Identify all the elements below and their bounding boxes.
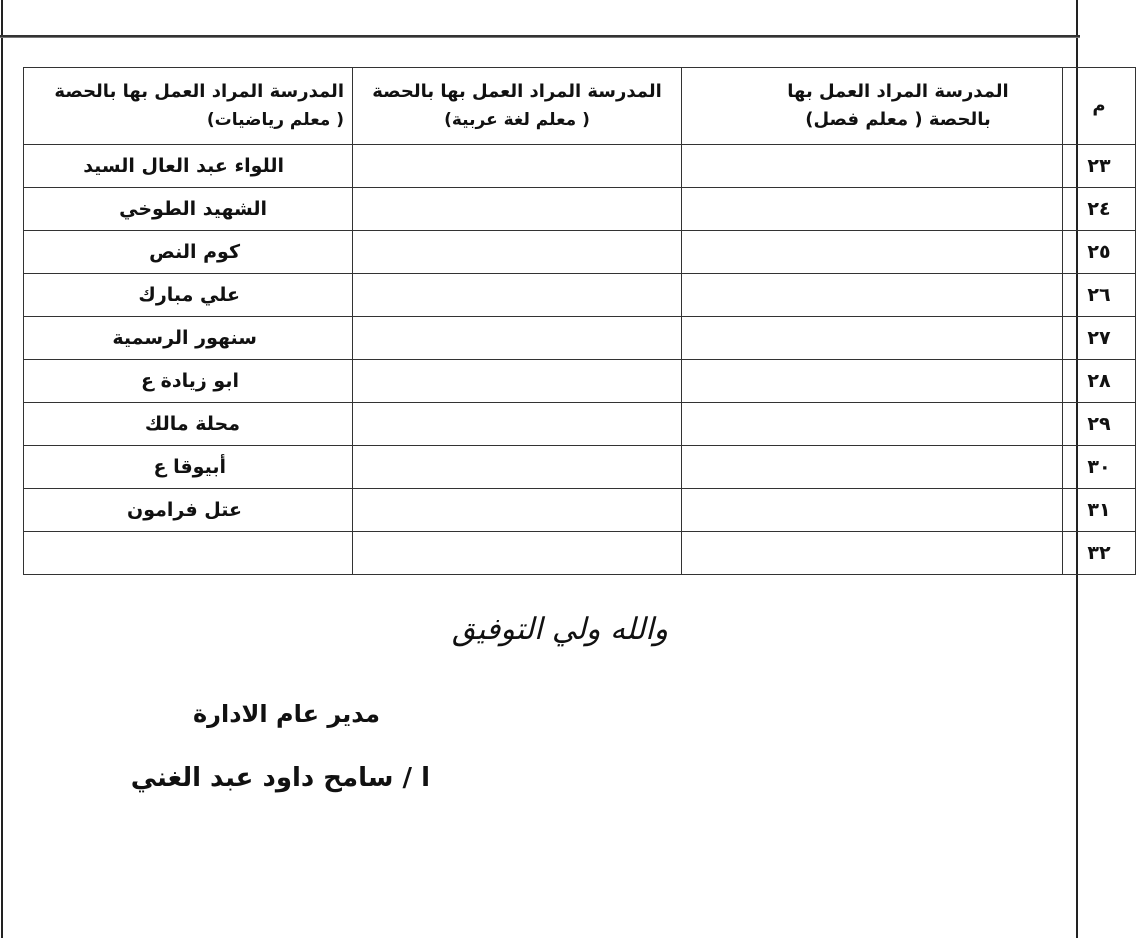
table-row — [24, 446, 1136, 489]
header-arabic-teacher-line2: ( معلم لغة عربية) — [444, 110, 590, 130]
closing-phrase: والله ولي التوفيق — [451, 612, 669, 647]
row-number: ٢٥ — [1063, 231, 1136, 274]
row-number: ٣٢ — [1063, 532, 1136, 575]
class-teacher-cell — [682, 403, 1063, 446]
math-teacher-cell: كوم النص — [24, 231, 353, 274]
math-teacher-cell: ابو زيادة ع — [24, 360, 353, 403]
header-class-teacher — [682, 68, 1063, 145]
header-arabic-teacher — [353, 68, 682, 145]
class-teacher-cell — [682, 532, 1063, 575]
row-number: ٢٦ — [1063, 274, 1136, 317]
arabic-teacher-cell — [353, 274, 682, 317]
table-row — [24, 188, 1136, 231]
class-teacher-cell — [682, 360, 1063, 403]
table-header-row — [24, 68, 1136, 145]
schools-table — [23, 67, 1136, 575]
arabic-teacher-cell — [353, 360, 682, 403]
class-teacher-cell — [682, 489, 1063, 532]
table-row — [24, 360, 1136, 403]
table-row — [24, 145, 1136, 188]
class-teacher-cell — [682, 188, 1063, 231]
class-teacher-cell — [682, 145, 1063, 188]
math-teacher-cell: أبيوقا ع — [24, 446, 353, 489]
header-math-teacher-line2: ( معلم رياضيات) — [206, 110, 344, 130]
row-number: ٢٨ — [1063, 360, 1136, 403]
arabic-teacher-cell — [353, 403, 682, 446]
math-teacher-cell: الشهيد الطوخي — [24, 188, 353, 231]
arabic-teacher-cell — [353, 532, 682, 575]
row-number: ٢٣ — [1063, 145, 1136, 188]
math-teacher-cell: اللواء عبد العال السيد — [24, 145, 353, 188]
table-row — [24, 231, 1136, 274]
top-divider — [0, 35, 1080, 38]
table-row — [24, 403, 1136, 446]
header-math-teacher — [24, 68, 353, 145]
math-teacher-cell: محلة مالك — [24, 403, 353, 446]
table-row — [24, 489, 1136, 532]
row-number: ٣١ — [1063, 489, 1136, 532]
class-teacher-cell — [682, 317, 1063, 360]
table-row — [24, 274, 1136, 317]
signature-title: مدير عام الادارة — [193, 700, 380, 728]
row-number: ٢٧ — [1063, 317, 1136, 360]
row-number: ٢٤ — [1063, 188, 1136, 231]
class-teacher-cell — [682, 231, 1063, 274]
arabic-teacher-cell — [353, 231, 682, 274]
header-math-teacher-line1: المدرسة المراد العمل بها بالحصة — [54, 81, 344, 102]
math-teacher-cell: سنهور الرسمية — [24, 317, 353, 360]
class-teacher-cell — [682, 274, 1063, 317]
math-teacher-cell: علي مبارك — [24, 274, 353, 317]
class-teacher-cell — [682, 446, 1063, 489]
row-number: ٣٠ — [1063, 446, 1136, 489]
header-class-teacher-line2: بالحصة ( معلم فصل) — [805, 109, 991, 130]
arabic-teacher-cell — [353, 188, 682, 231]
math-teacher-cell: عتل فرامون — [24, 489, 353, 532]
math-teacher-cell — [24, 532, 353, 575]
table-row — [24, 532, 1136, 575]
header-arabic-teacher-line1: المدرسة المراد العمل بها بالحصة — [372, 81, 662, 102]
arabic-teacher-cell — [353, 446, 682, 489]
table-row — [24, 317, 1136, 360]
header-number: م — [1063, 68, 1136, 145]
arabic-teacher-cell — [353, 317, 682, 360]
header-class-teacher-line1: المدرسة المراد العمل بها — [787, 81, 1009, 102]
arabic-teacher-cell — [353, 489, 682, 532]
signature-name: ا / سامح داود عبد الغني — [130, 763, 430, 793]
arabic-teacher-cell — [353, 145, 682, 188]
row-number: ٢٩ — [1063, 403, 1136, 446]
